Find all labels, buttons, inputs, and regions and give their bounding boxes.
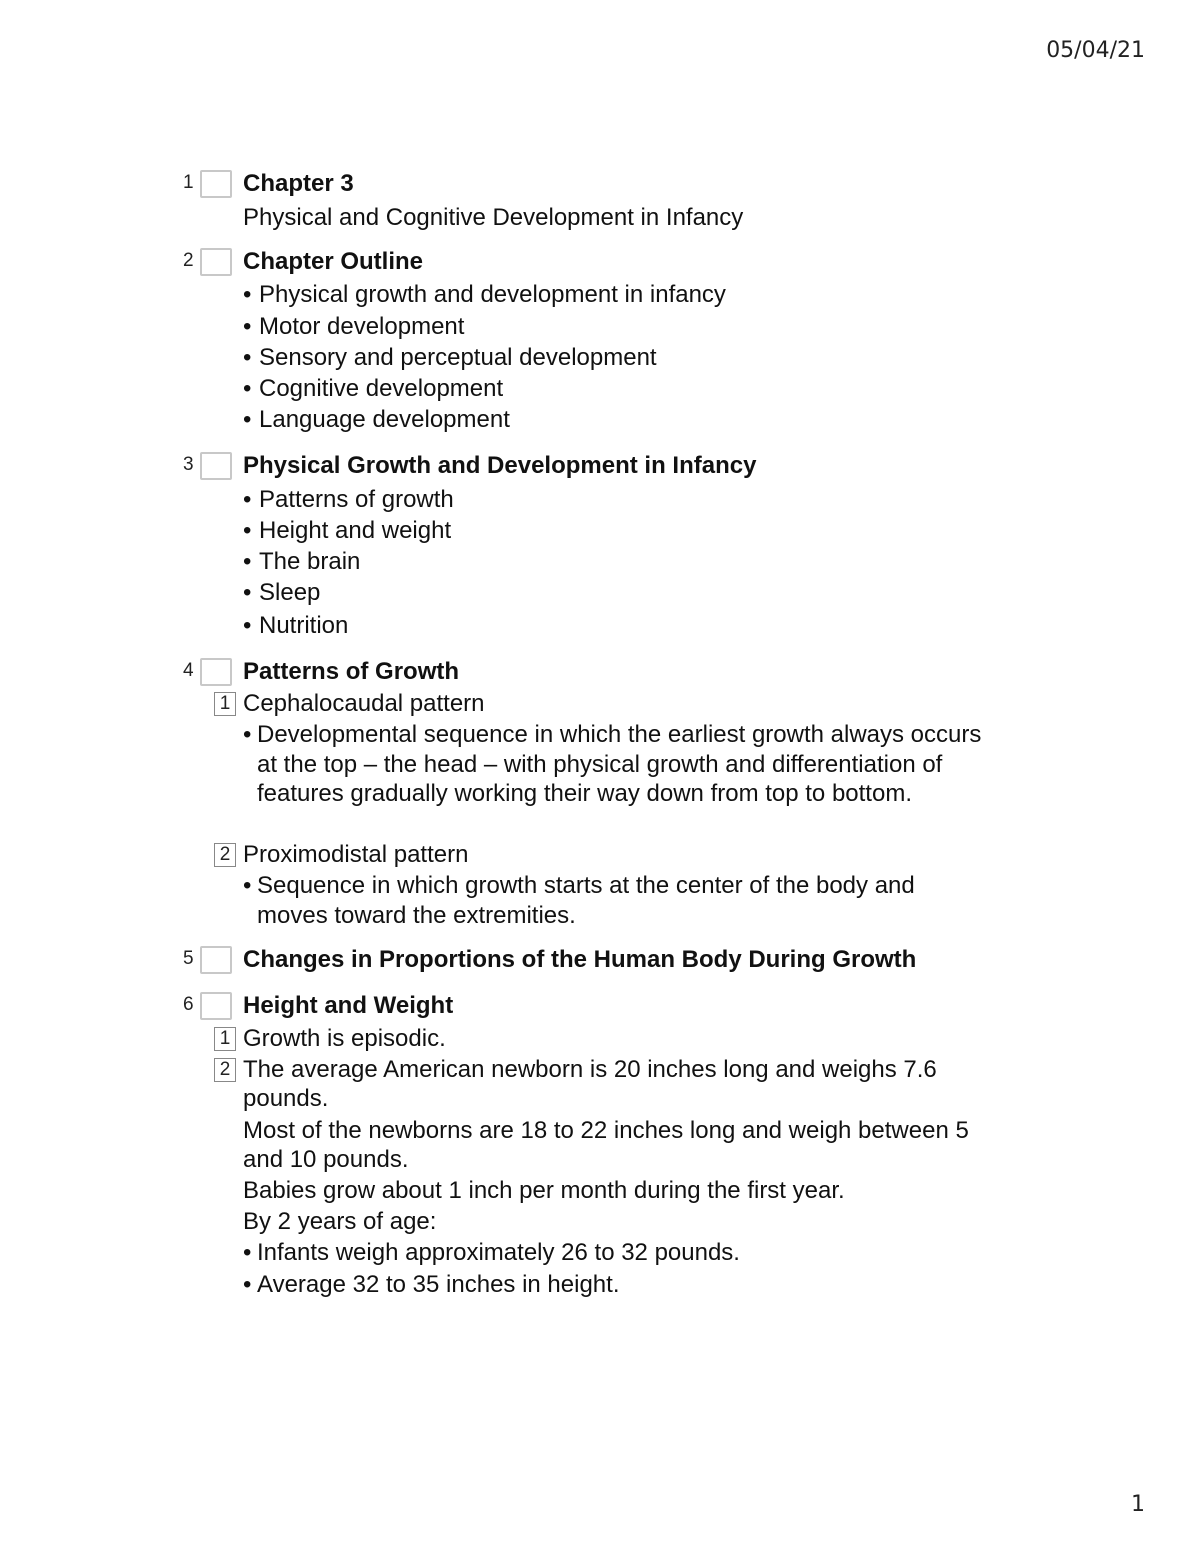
- bullet-item: • Sleep: [243, 579, 321, 606]
- bullet-item: • Language development: [243, 406, 510, 433]
- bullet-item: • Cognitive development: [243, 375, 504, 402]
- sub-item-label: Cephalocaudal pattern: [243, 690, 485, 717]
- slide-thumbnail[interactable]: [200, 946, 232, 974]
- paragraph: Most of the newborns are 18 to 22 inches long and weigh between 5 and 10 pounds.: [243, 1117, 969, 1173]
- slide-thumbnail[interactable]: [200, 658, 232, 686]
- bullet-item: • Developmental sequence in which the earliest growth always occurs at the top – the head – with physical growth and differentiation of features gradually working their way down from top to bottom.: [243, 721, 982, 807]
- slide-title: Chapter Outline: [243, 248, 424, 275]
- bullet-item: • Infants weigh approximately 26 to 32 pounds.: [243, 1239, 740, 1266]
- bullet-item: • Sensory and perceptual development: [243, 344, 657, 371]
- slide-number: 3: [183, 454, 194, 475]
- sub-item-label: The average American newborn is 20 inches long and weighs 7.6 pounds.: [243, 1056, 937, 1112]
- bullet-item: • Motor development: [243, 313, 465, 340]
- bullet-item: • Physical growth and development in infancy: [243, 281, 726, 308]
- slide-thumbnail[interactable]: [200, 452, 232, 480]
- sub-item-number: 1: [214, 692, 236, 716]
- slide-number: 5: [183, 948, 194, 969]
- slide-thumbnail[interactable]: [200, 992, 232, 1020]
- sub-item-number: 2: [214, 1058, 236, 1082]
- sub-item-label: Growth is episodic.: [243, 1025, 446, 1052]
- slide-number: 6: [183, 994, 194, 1015]
- bullet-item: • The brain: [243, 548, 361, 575]
- sub-item-number: 1: [214, 1027, 236, 1051]
- bullet-item: • Sequence in which growth starts at the center of the body and moves toward the extremities.: [243, 872, 915, 929]
- slide-title: Physical Growth and Development in Infancy: [243, 452, 757, 479]
- slide-number: 1: [183, 172, 194, 193]
- slide-subtitle: Physical and Cognitive Development in Infancy: [243, 204, 744, 231]
- slide-number: 2: [183, 250, 194, 271]
- slide-title: Changes in Proportions of the Human Body During Growth: [243, 946, 917, 973]
- bullet-item: • Nutrition: [243, 612, 349, 639]
- paragraph: By 2 years of age:: [243, 1208, 437, 1235]
- page-number: 1: [1131, 1492, 1145, 1517]
- print-date: 05/04/21: [1046, 38, 1145, 63]
- bullet-item: • Height and weight: [243, 517, 452, 544]
- slide-thumbnail[interactable]: [200, 248, 232, 276]
- sub-item-number: 2: [214, 843, 236, 867]
- slide-title: Chapter 3: [243, 170, 354, 197]
- slide-thumbnail[interactable]: [200, 170, 232, 198]
- slide-title: Height and Weight: [243, 992, 454, 1019]
- sub-item-label: Proximodistal pattern: [243, 841, 469, 868]
- paragraph: Babies grow about 1 inch per month during the first year.: [243, 1177, 845, 1204]
- slide-title: Patterns of Growth: [243, 658, 460, 685]
- slide-number: 4: [183, 660, 194, 681]
- bullet-item: • Average 32 to 35 inches in height.: [243, 1271, 620, 1298]
- bullet-item: • Patterns of growth: [243, 486, 454, 513]
